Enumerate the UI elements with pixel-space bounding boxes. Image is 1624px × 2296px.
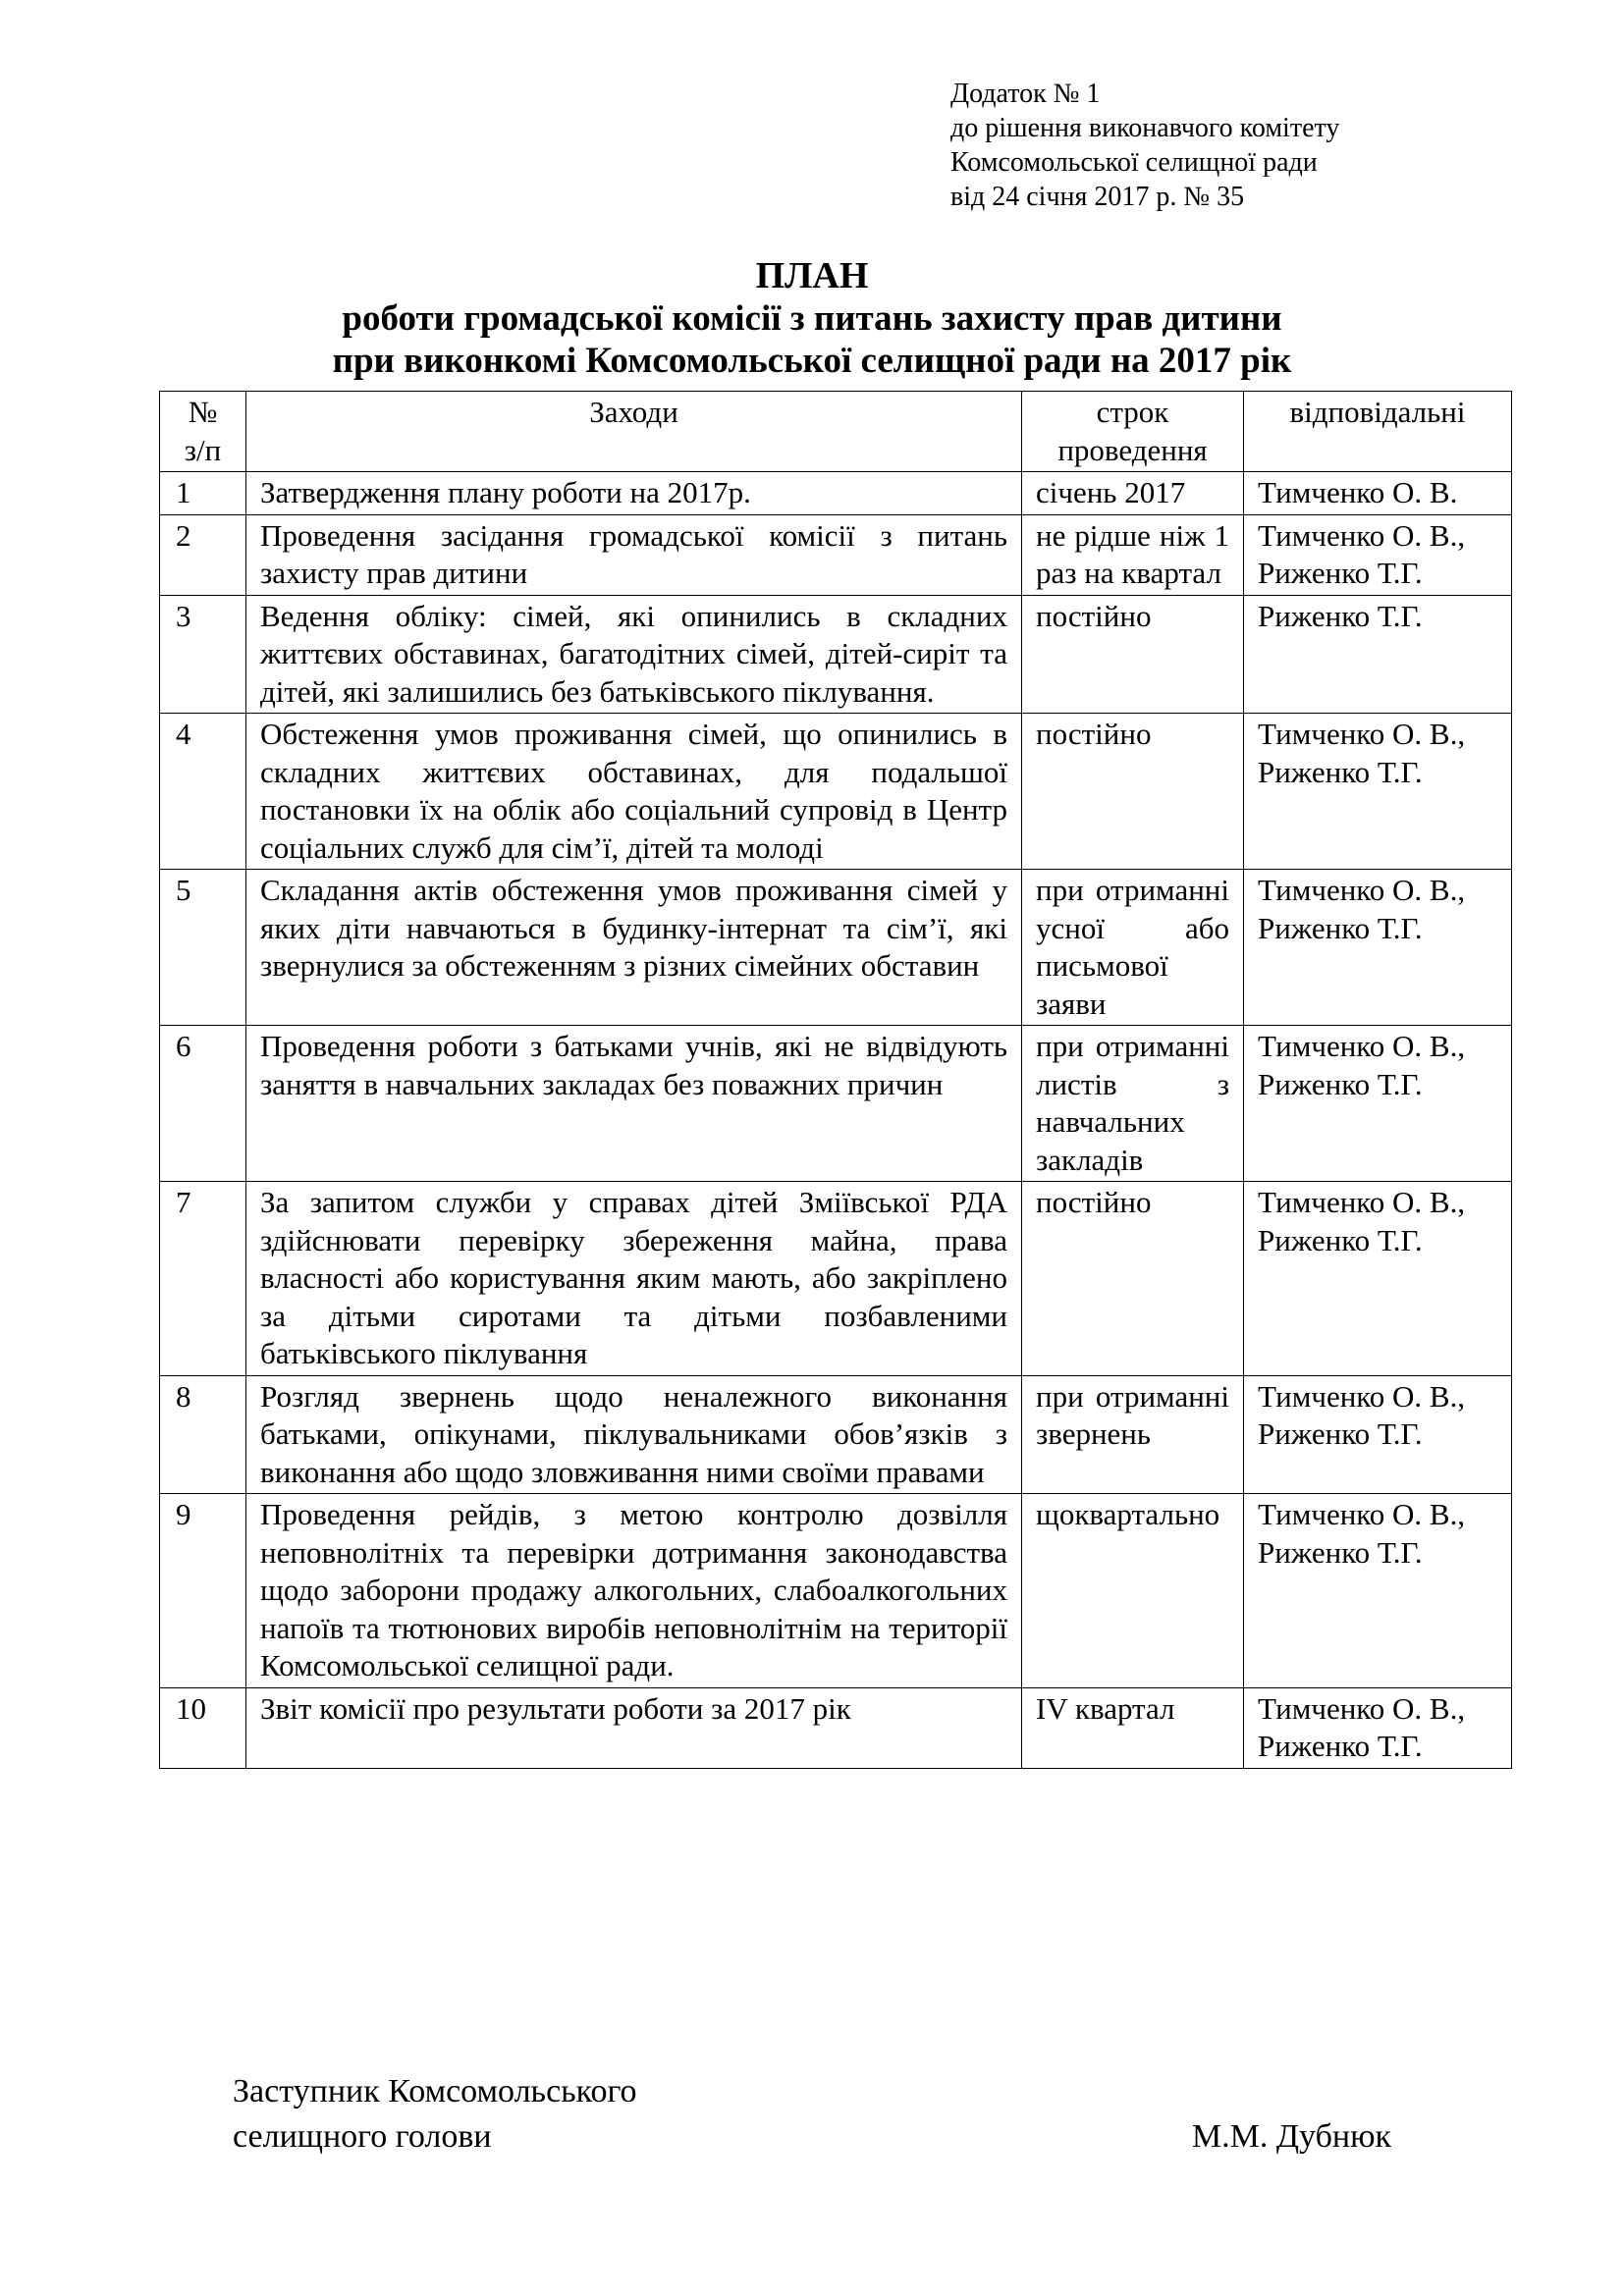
row-term: щоквартально <box>1022 1494 1244 1688</box>
appendix-line: Комсомольської селищної ради <box>950 147 1318 178</box>
row-number: 5 <box>160 870 246 1026</box>
row-number: 10 <box>160 1687 246 1768</box>
table-row <box>160 1026 1512 1182</box>
table-row <box>160 1687 1512 1768</box>
responsible-person: Риженко Т.Г. <box>1258 910 1423 945</box>
signature-position-line1: Заступник Комсомольського <box>233 2073 637 2109</box>
document-subtitle-line1: роботи громадської комісії з питань захисту прав дитини <box>342 298 1282 339</box>
responsible-person: Риженко Т.Г. <box>1258 1416 1423 1451</box>
responsible-person: Тимченко О. В., <box>1258 1029 1466 1063</box>
signature-name: М.М. Дубнюк <box>1191 2118 1391 2155</box>
responsible-person: Тимченко О. В., <box>1258 717 1466 751</box>
appendix-line: до рішення виконавчого комітету <box>950 113 1340 143</box>
responsible-person: Риженко Т.Г. <box>1258 598 1423 633</box>
responsible-person: Тимченко О. В., <box>1258 873 1466 907</box>
responsible-person: Тимченко О. В., <box>1258 1690 1466 1726</box>
row-term: при отриманні звернень <box>1022 1375 1244 1494</box>
table-row <box>160 714 1512 870</box>
table-row <box>160 595 1512 714</box>
responsible-person: Риженко Т.Г. <box>1258 754 1423 789</box>
row-number: 8 <box>160 1375 246 1494</box>
responsible-person: Риженко Т.Г. <box>1258 1534 1423 1570</box>
row-number: 6 <box>160 1026 246 1182</box>
responsible-person: Тимченко О. В. <box>1258 475 1458 509</box>
header-term: строк проведення <box>1022 392 1244 472</box>
row-term: постійно <box>1022 595 1244 714</box>
row-responsible <box>1244 514 1512 595</box>
row-number: 2 <box>160 514 246 595</box>
row-responsible <box>1244 472 1512 515</box>
row-measure: Проведення роботи з батьками учнів, які не відвідують заняття в навчальних закладах без поважних причин <box>246 1026 1022 1182</box>
row-measure: Складання актів обстеження умов проживання сімей у яких діти навчаються в будинку-інтернат та сім’ї, які звернулися за обстеженням з різних сімейних обставин <box>246 870 1022 1026</box>
appendix-line: Додаток № 1 <box>950 79 1101 109</box>
document-title: ПЛАН <box>755 255 869 296</box>
table-header-row <box>160 392 1512 472</box>
appendix-block <box>950 77 1339 214</box>
row-responsible <box>1244 870 1512 1026</box>
appendix-line: від 24 січня 2017 р. № 35 <box>950 182 1245 212</box>
responsible-person: Риженко Т.Г. <box>1258 1729 1423 1763</box>
row-number: 9 <box>160 1494 246 1688</box>
row-term: не рідше ніж 1 раз на квартал <box>1022 514 1244 595</box>
row-measure: Затвердження плану роботи на 2017р. <box>246 472 1022 515</box>
signature-position-line2: селищного голови <box>233 2118 492 2155</box>
row-responsible <box>1244 1182 1512 1376</box>
table-row <box>160 1182 1512 1376</box>
header-number: № з/п <box>160 392 246 472</box>
table-row <box>160 472 1512 515</box>
row-responsible <box>1244 595 1512 714</box>
row-number: 7 <box>160 1182 246 1376</box>
responsible-person: Риженко Т.Г. <box>1258 556 1423 590</box>
row-responsible <box>1244 1375 1512 1494</box>
table-row <box>160 514 1512 595</box>
responsible-person: Риженко Т.Г. <box>1258 1066 1423 1101</box>
row-responsible <box>1244 1026 1512 1182</box>
row-term: січень 2017 <box>1022 472 1244 515</box>
row-measure: Обстеження умов проживання сімей, що опинились в складних життєвих обставинах, для подальшої постановки їх на облік або соціальний супровід в Центр соціальних служб для сім’ї, дітей та молоді <box>246 714 1022 870</box>
document-heading <box>0 255 1624 382</box>
table-row <box>160 1375 1512 1494</box>
row-responsible <box>1244 1687 1512 1768</box>
row-responsible <box>1244 1494 1512 1688</box>
row-number: 4 <box>160 714 246 870</box>
row-term: IV квартал <box>1022 1687 1244 1768</box>
row-measure: За запитом служби у справах дітей Зміївської РДА здійснювати перевірку збереження майна, права власності або користування яким мають, або закріплено за дітьми сиротами та дітьми позбавленими батьківського піклування <box>246 1182 1022 1376</box>
signature-block <box>233 2069 1391 2160</box>
header-responsible: відповідальні <box>1244 392 1512 472</box>
row-responsible <box>1244 714 1512 870</box>
responsible-person: Тимченко О. В., <box>1258 1185 1466 1219</box>
responsible-person: Риженко Т.Г. <box>1258 1222 1423 1257</box>
responsible-person: Тимченко О. В., <box>1258 1378 1466 1414</box>
row-measure: Проведення засідання громадської комісії з питань захисту прав дитини <box>246 514 1022 595</box>
row-number: 1 <box>160 472 246 515</box>
responsible-person: Тимченко О. В., <box>1258 517 1466 553</box>
row-number: 3 <box>160 595 246 714</box>
row-term: при отриманні листів з навчальних закладів <box>1022 1026 1244 1182</box>
responsible-person: Тимченко О. В., <box>1258 1497 1466 1531</box>
row-measure: Ведення обліку: сімей, які опинились в складних життєвих обставинах, багатодітних сімей, дітей-сиріт та дітей, які залишились без батьківського піклування. <box>246 595 1022 714</box>
header-measures: Заходи <box>246 392 1022 472</box>
row-term: постійно <box>1022 1182 1244 1376</box>
row-measure: Звіт комісії про результати роботи за 2017 рік <box>246 1687 1022 1768</box>
plan-table <box>159 391 1512 1769</box>
row-term: постійно <box>1022 714 1244 870</box>
row-measure: Розгляд звернень щодо неналежного виконання батьками, опікунами, піклувальниками обов’язків з виконання або щодо зловживання ними своїми правами <box>246 1375 1022 1494</box>
document-subtitle-line2: при виконкомі Комсомольської селищної ради на 2017 рік <box>332 341 1292 381</box>
row-measure: Проведення рейдів, з метою контролю дозвілля неповнолітніх та перевірки дотримання законодавства щодо заборони продажу алкогольних, слабоалкогольних напоїв та тютюнових виробів неповнолітнім на території Комсомольської селищної ради. <box>246 1494 1022 1688</box>
table-row <box>160 870 1512 1026</box>
row-term: при отриманні усної або письмової заяви <box>1022 870 1244 1026</box>
table-row <box>160 1494 1512 1688</box>
